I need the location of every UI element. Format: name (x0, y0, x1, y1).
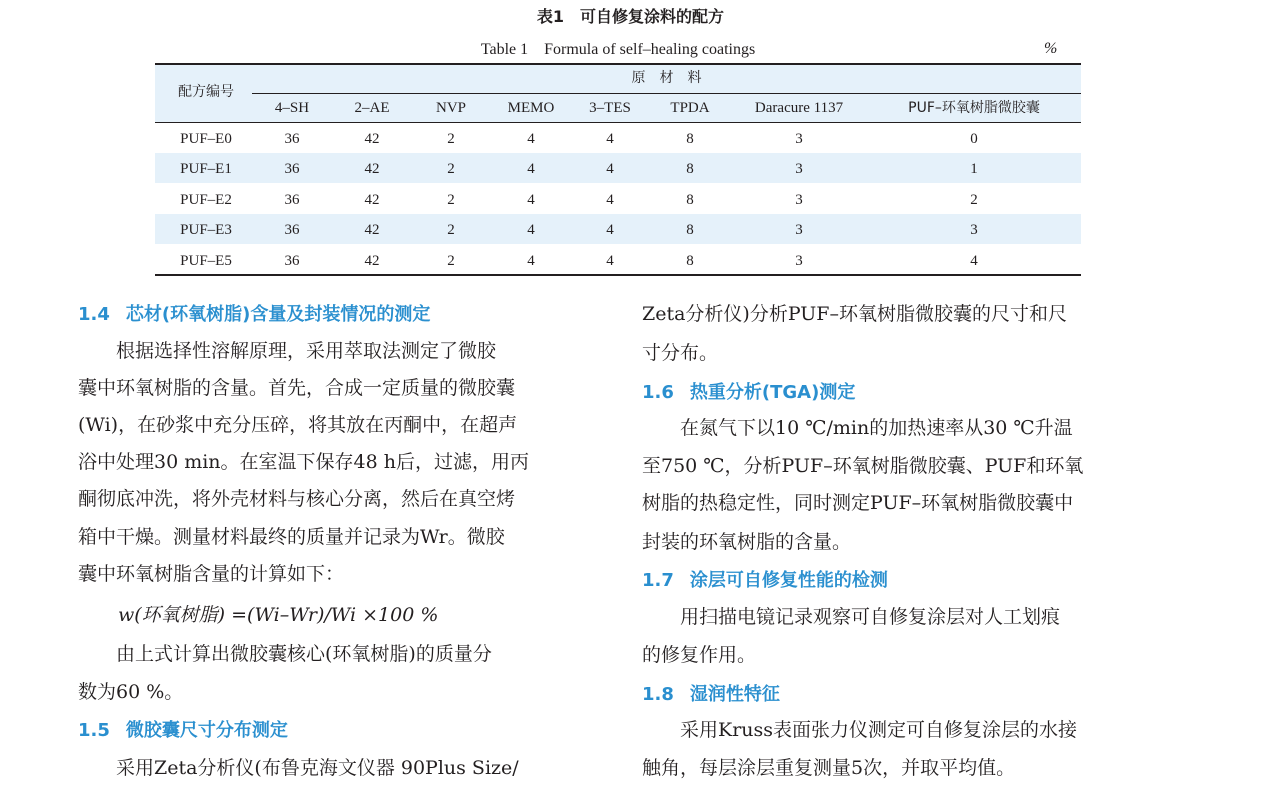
table-cell: 4 (970, 253, 978, 269)
table-cell: 8 (686, 161, 694, 177)
table-cell: 2 (970, 192, 978, 208)
table-cell: 2 (447, 222, 455, 238)
table-top-rule (155, 63, 1081, 65)
row-id-cell: PUF–E5 (180, 253, 232, 269)
section-number: 1.7 (642, 570, 674, 591)
header-row-label: 配方编号 (178, 84, 234, 100)
table-cell: 4 (606, 192, 614, 208)
formula-line: w(环氧树脂) =(Wi–Wr)/Wi ×100 % (118, 604, 439, 626)
paragraph-line: 数为60 %。 (78, 681, 184, 703)
table-cell: 0 (970, 131, 978, 147)
table-cell: 4 (606, 253, 614, 269)
section-number: 1.6 (642, 382, 674, 403)
table-cell: 3 (795, 192, 803, 208)
table-cell: 1 (970, 161, 978, 177)
paragraph-line: 封装的环氧树脂的含量。 (642, 531, 852, 553)
table-cell: 36 (284, 192, 300, 208)
paragraph-line: 根据选择性溶解原理，采用萃取法测定了微胶 (78, 340, 497, 362)
table-cell: 3 (795, 222, 803, 238)
paragraph-line: 浴中处理30 min。在室温下保存48 h后，过滤，用丙 (78, 451, 530, 473)
section-heading-1-6 (642, 378, 855, 404)
column-header: NVP (435, 100, 466, 116)
table-title-en: Table 1 Formula of self–healing coatings (480, 41, 756, 58)
paragraph-line: 酮彻底冲洗，将外壳材料与核心分离，然后在真空烤 (78, 488, 516, 510)
paragraph-line: 囊中环氧树脂含量的计算如下： (78, 563, 345, 585)
table-cell: 3 (795, 131, 803, 147)
table-cell: 3 (795, 161, 803, 177)
column-header: TPDA (670, 100, 710, 116)
table-cell: 42 (364, 192, 380, 208)
table-cell: 4 (527, 222, 535, 238)
table-cell: 42 (364, 253, 380, 269)
paragraph-line: Zeta分析仪)分析PUF–环氧树脂微胶囊的尺寸和尺 (642, 303, 1067, 325)
table-unit: % (1044, 40, 1058, 57)
section-heading-1-5 (78, 716, 288, 742)
table-cell: 4 (527, 253, 535, 269)
table-cell: 4 (606, 161, 614, 177)
section-title: 湿润性特征 (689, 684, 780, 705)
table-cell: 4 (527, 161, 535, 177)
row-id-cell: PUF–E3 (180, 222, 232, 238)
table-cell: 42 (364, 131, 380, 147)
table-bottom-rule (155, 274, 1081, 276)
column-header: PUF–环氧树脂微胶囊 (908, 100, 1040, 116)
section-title: 芯材(环氧树脂)含量及封装情况的测定 (125, 304, 431, 325)
table-cell: 36 (284, 131, 300, 147)
paragraph-line: 树脂的热稳定性，同时测定PUF–环氧树脂微胶囊中 (642, 492, 1074, 514)
table-cell: 42 (364, 222, 380, 238)
section-number: 1.5 (78, 720, 110, 741)
table-cell: 42 (364, 161, 380, 177)
paragraph-line: 采用Kruss表面张力仪测定可自修复涂层的水接 (642, 719, 1078, 741)
paragraph-line: 采用Zeta分析仪(布鲁克海文仪器 90Plus Size/ (78, 757, 519, 779)
table-header-rule (155, 122, 1081, 123)
section-number: 1.8 (642, 684, 674, 705)
table-cell: 8 (686, 192, 694, 208)
table-cell: 36 (284, 222, 300, 238)
table-cell: 4 (606, 222, 614, 238)
table-cell: 2 (447, 161, 455, 177)
table-cell: 3 (970, 222, 978, 238)
table-cell: 2 (447, 131, 455, 147)
row-id-cell: PUF–E1 (180, 161, 232, 177)
section-title: 微胶囊尺寸分布测定 (125, 720, 288, 741)
table-cell: 4 (527, 192, 535, 208)
section-number: 1.4 (78, 304, 110, 325)
table-cell: 8 (686, 253, 694, 269)
table-cell: 4 (527, 131, 535, 147)
table-title-cn: 表1 可自修复涂料的配方 (536, 7, 725, 26)
paragraph-line: 至750 ℃，分析PUF–环氧树脂微胶囊、PUF和环氧 (642, 455, 1084, 477)
section-title: 涂层可自修复性能的检测 (689, 570, 888, 591)
paragraph-line: 囊中环氧树脂的含量。首先，合成一定质量的微胶囊 (78, 377, 516, 399)
section-heading-1-8 (642, 680, 780, 706)
table-cell: 8 (686, 131, 694, 147)
paragraph-line: 的修复作用。 (642, 644, 757, 666)
paragraph-line: 在氮气下以10 ℃/min的加热速率从30 ℃升温 (642, 417, 1073, 439)
column-header: 3–TES (589, 100, 631, 116)
row-id-cell: PUF–E2 (180, 192, 232, 208)
paragraph-line: 用扫描电镜记录观察可自修复涂层对人工划痕 (642, 606, 1061, 628)
section-heading-1-4 (78, 300, 430, 326)
column-header: 2–AE (354, 100, 390, 116)
section-heading-1-7 (642, 566, 888, 592)
paragraph-line: 由上式计算出微胶囊核心(环氧树脂)的质量分 (78, 643, 492, 665)
table-cell: 8 (686, 222, 694, 238)
column-header: MEMO (507, 100, 555, 116)
table-cell: 2 (447, 192, 455, 208)
table-cell: 2 (447, 253, 455, 269)
paragraph-line: 箱中干燥。测量材料最终的质量并记录为Wr。微胶 (78, 526, 505, 548)
table-cell: 36 (284, 253, 300, 269)
column-header: Daracure 1137 (754, 100, 844, 116)
paragraph-line: (Wi)，在砂浆中充分压碎，将其放在丙酮中，在超声 (78, 414, 518, 436)
section-title: 热重分析(TGA)测定 (689, 382, 856, 403)
header-group-label: 原 材 料 (631, 70, 702, 86)
row-id-cell: PUF–E0 (180, 131, 232, 147)
table-cell: 3 (795, 253, 803, 269)
table-cell: 36 (284, 161, 300, 177)
paragraph-line: 寸分布。 (642, 342, 719, 364)
table-cell: 4 (606, 131, 614, 147)
column-header: 4–SH (274, 100, 310, 116)
paragraph-line: 触角，每层涂层重复测量5次，并取平均值。 (642, 757, 1016, 779)
table-sub-rule (252, 93, 1081, 94)
